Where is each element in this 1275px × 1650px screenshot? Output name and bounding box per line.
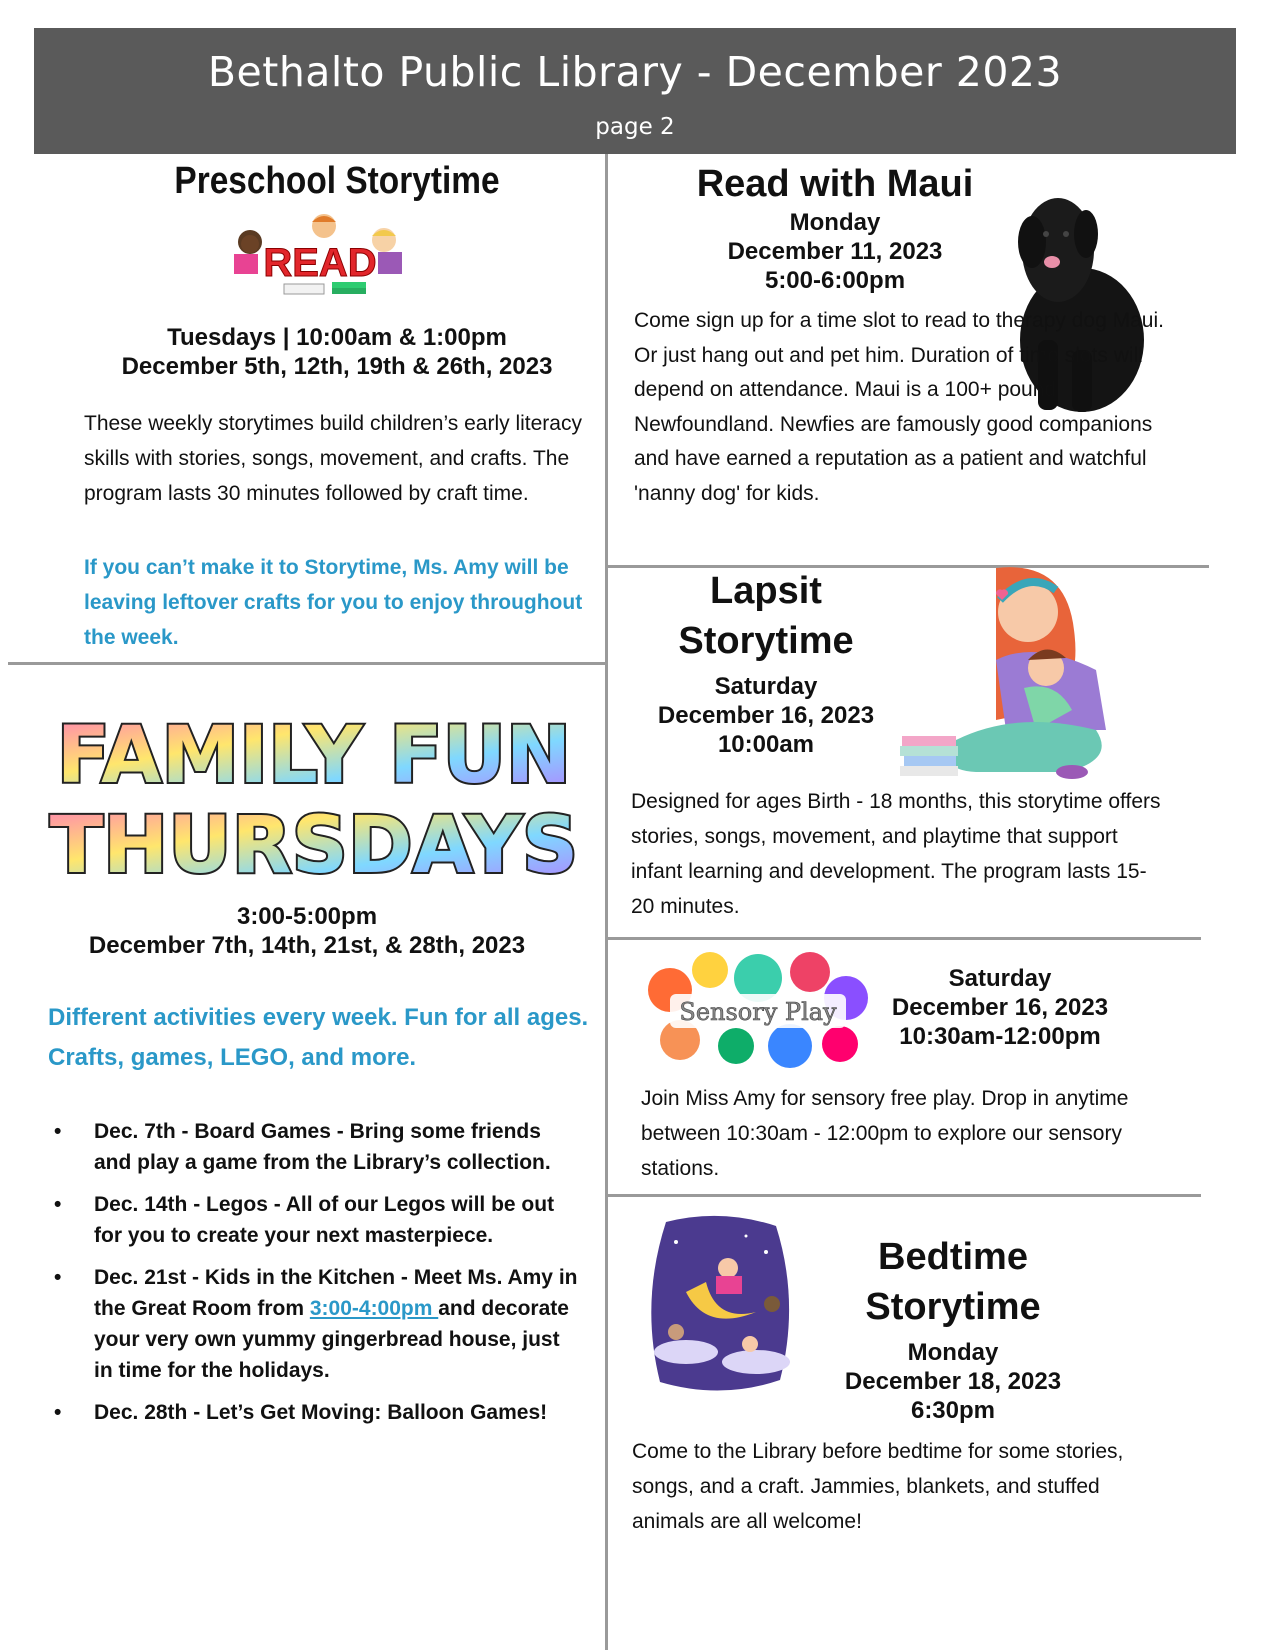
lapsit-schedule: [640, 672, 892, 759]
activity-text: Dec. 14th - Legos - All of our Legos will be out for you to create your next masterpiece.: [94, 1193, 555, 1247]
activity-text: Dec. 7th - Board Games - Bring some friends and play a game from the Library’s collection.: [94, 1120, 551, 1174]
read-kids-illustration: [228, 210, 408, 302]
bedtime-date: December 18, 2023: [844, 1368, 1062, 1395]
family-fun-word: FAMILY FUN: [56, 711, 572, 801]
time-link[interactable]: 3:00-4:00pm: [309, 1297, 439, 1320]
maui-time: 5:00-6:00pm: [764, 267, 906, 294]
section-divider-right-2: [607, 937, 1201, 940]
list-item: [54, 1262, 584, 1386]
maui-schedule: [640, 208, 1030, 295]
lapsit-time: 10:00am: [717, 731, 815, 758]
bedtime-day: Monday: [907, 1339, 999, 1366]
sensory-play-word: Sensory Play: [679, 998, 837, 1026]
thursdays-word: THURSDAYS: [49, 801, 579, 890]
page-header: [34, 28, 1236, 154]
lapsit-day: Saturday: [714, 673, 818, 700]
bedtime-time: 6:30pm: [910, 1397, 996, 1424]
lapsit-description: Designed for ages Birth - 18 months, this storytime offers stories, songs, movement, and playtime that support infant learning and development. The program lasts 15-20 minutes.: [631, 790, 1161, 918]
read-word: READ: [263, 241, 377, 285]
newsletter-title: Bethalto Public Library - December 2023: [207, 48, 1063, 96]
section-divider-left: [8, 662, 606, 665]
bedtime-title-line1: Bedtime: [878, 1236, 1028, 1278]
activity-text-post: and decorate your very own yummy gingerbread house, just in time for the holidays.: [94, 1297, 569, 1382]
sensory-play-logo: [640, 950, 876, 1074]
preschool-dates: December 5th, 12th, 19th & 26th, 2023: [121, 353, 553, 380]
section-divider-right-3: [607, 1194, 1201, 1197]
preschool-days-times: Tuesdays | 10:00am & 1:00pm: [167, 324, 507, 351]
family-tagline: [48, 998, 608, 1078]
family-time: 3:00-5:00pm: [236, 903, 378, 930]
activity-text: Dec. 28th - Let’s Get Moving: Balloon Games!: [94, 1401, 548, 1424]
maui-description-text: Come sign up for a time slot to read to therapy dog Maui. Or just hang out and pet him. Duration of time slots will depend on attendance. Maui is a 100+ pound Newfoundland. Newfies are famously good companions and have earned a reputation as a patient and watchful 'nanny dog' for kids.: [634, 309, 1164, 505]
family-tagline-1: Different activities every week. Fun for all ages.: [48, 1004, 589, 1031]
page-number: page 2: [595, 114, 675, 140]
list-item: [54, 1189, 584, 1251]
maui-title: Read with Maui: [696, 163, 974, 205]
preschool-note: If you can’t make it to Storytime, Ms. Amy will be leaving leftover crafts for you to enjoy throughout the week.: [84, 556, 583, 649]
activity-text-pre: Dec. 21st - Kids in the Kitchen - Meet Ms. Amy in the Great Room from: [94, 1266, 578, 1320]
family-activity-list: [54, 1116, 584, 1439]
sensory-day: Saturday: [948, 965, 1052, 992]
bedtime-schedule: [808, 1338, 1098, 1425]
bedtime-description: Come to the Library before bedtime for some stories, songs, and a craft. Jammies, blankets, and stuffed animals are all welcome!: [632, 1440, 1124, 1533]
sensory-description: Join Miss Amy for sensory free play. Drop in anytime between 10:30am - 12:00pm to explore our sensory stations.: [641, 1087, 1129, 1180]
sensory-date: December 16, 2023: [891, 994, 1109, 1021]
mother-baby-illustration: [896, 560, 1126, 788]
family-schedule: [20, 902, 594, 960]
bedtime-title-line2: Storytime: [865, 1286, 1041, 1328]
lapsit-title: [640, 566, 892, 666]
family-dates: December 7th, 14th, 21st, & 28th, 2023: [88, 932, 526, 959]
maui-description: [634, 304, 1174, 512]
preschool-description: These weekly storytimes build children’s early literacy skills with stories, songs, movement, and crafts. The program lasts 30 minutes followed by craft time.: [84, 412, 582, 505]
lapsit-date: December 16, 2023: [657, 702, 875, 729]
list-item: [54, 1116, 584, 1178]
list-item: [54, 1397, 584, 1428]
maui-day: Monday: [789, 209, 881, 236]
lapsit-title-line1: Lapsit: [710, 570, 822, 612]
maui-date: December 11, 2023: [727, 238, 943, 265]
sensory-schedule: [880, 964, 1120, 1051]
preschool-title: Preschool Storytime: [174, 160, 500, 202]
sensory-time: 10:30am-12:00pm: [899, 1023, 1101, 1050]
bedtime-title: [808, 1232, 1098, 1332]
lapsit-title-line2: Storytime: [678, 620, 854, 662]
bedtime-moon-illustration: [646, 1212, 796, 1394]
preschool-schedule: [40, 323, 634, 381]
family-fun-thursdays-logo: [44, 700, 584, 890]
family-tagline-2: Crafts, games, LEGO, and more.: [48, 1044, 417, 1071]
